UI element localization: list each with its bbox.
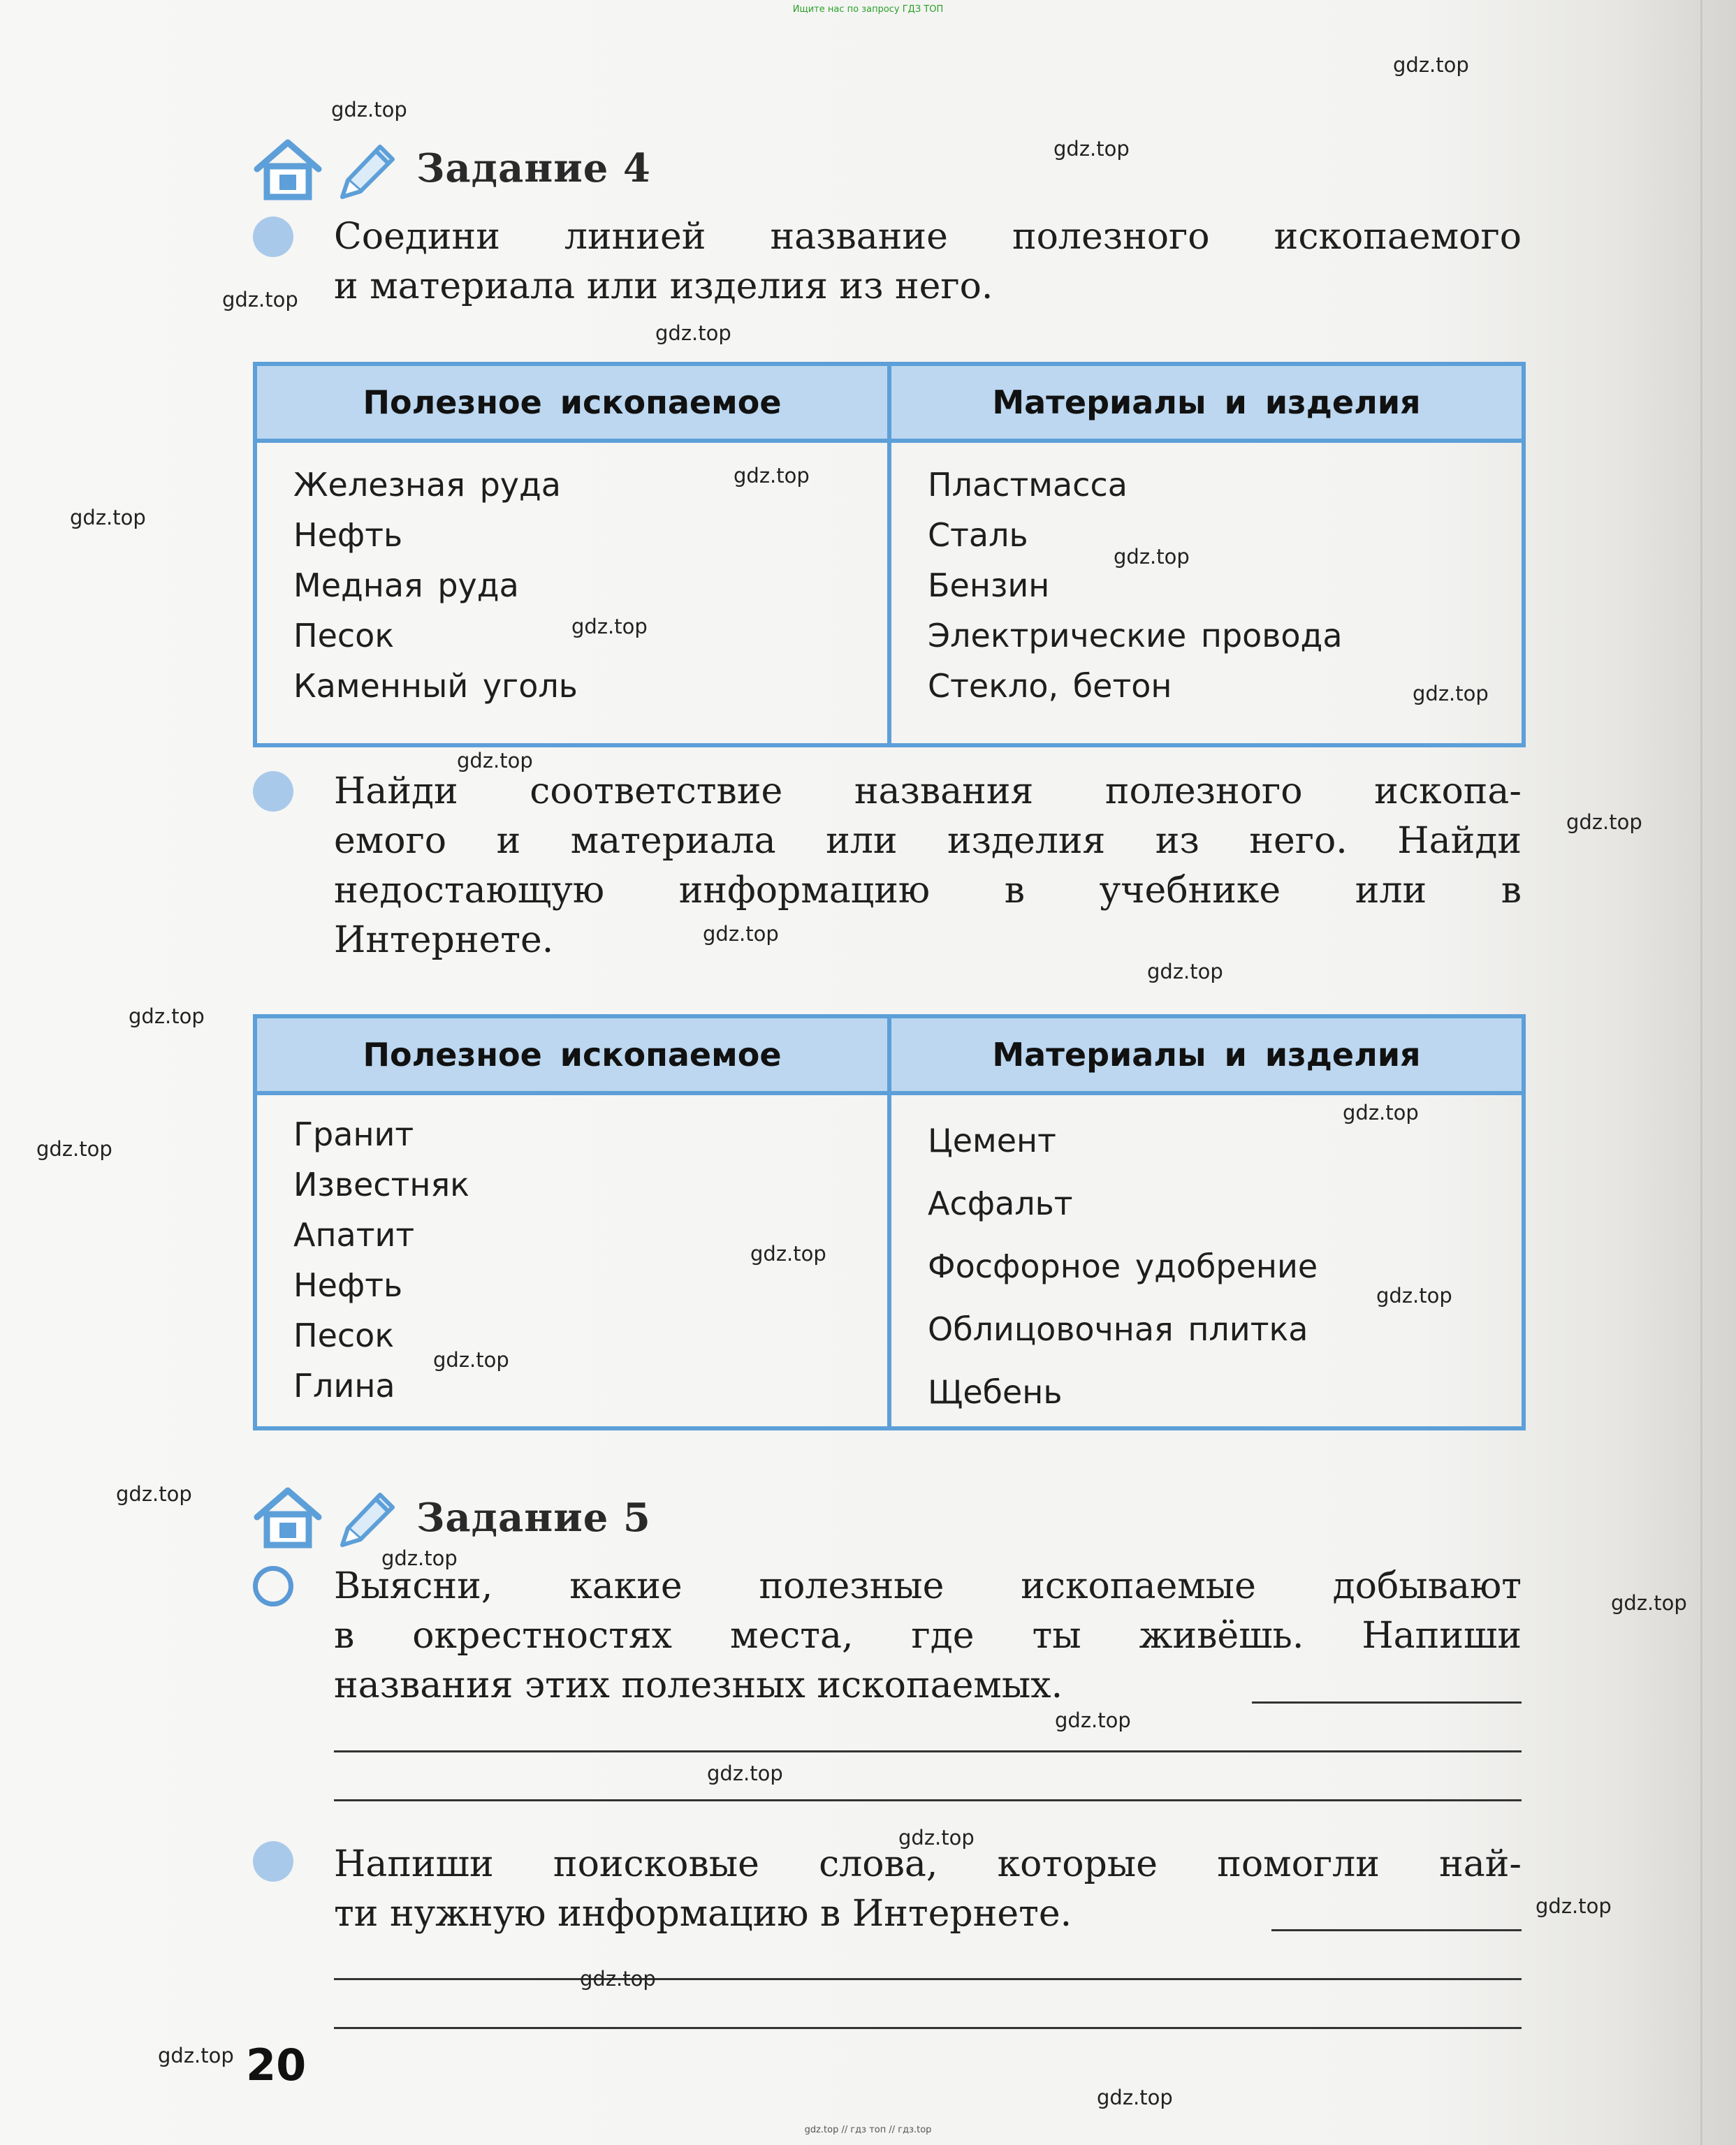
- watermark: gdz.top: [1053, 137, 1130, 161]
- list-item: Сталь: [928, 516, 1028, 554]
- list-item: Облицовочная плитка: [928, 1310, 1308, 1348]
- watermark: gdz.top: [1147, 960, 1223, 983]
- list-item: Песок: [293, 1317, 395, 1354]
- home-icon: [253, 1485, 323, 1549]
- watermark: gdz.top: [750, 1242, 826, 1266]
- watermark: gdz.top: [1055, 1708, 1131, 1732]
- instruction-line: недостающую информацию в учебнике или в: [334, 870, 1522, 912]
- task5-title: Задание 5: [416, 1495, 651, 1541]
- watermark: gdz.top: [1611, 1591, 1687, 1615]
- task4-instruction: [334, 212, 1522, 312]
- task5-instruction-2: [334, 1840, 1522, 1939]
- watermark: gdz.top: [580, 1967, 656, 1991]
- matching-table-1: [253, 362, 1526, 747]
- list-item: Щебень: [928, 1373, 1063, 1411]
- list-item: Нефть: [293, 516, 403, 554]
- list-item: Железная руда: [293, 466, 561, 504]
- top-banner[interactable]: Ищите нас по запросу ГДЗ ТОП: [792, 4, 944, 15]
- watermark: gdz.top: [898, 1826, 975, 1850]
- watermark: gdz.top: [433, 1348, 509, 1372]
- answer-line[interactable]: [334, 1799, 1522, 1801]
- list-item: Песок: [293, 617, 395, 654]
- watermark: gdz.top: [381, 1546, 458, 1570]
- task5-instruction: [334, 1562, 1522, 1711]
- list-item: Асфальт: [928, 1185, 1073, 1222]
- watermark: gdz.top: [70, 506, 146, 529]
- watermark: gdz.top: [1413, 682, 1489, 705]
- column-header-minerals: Полезное ископаемое: [255, 364, 889, 441]
- list-item: Апатит: [293, 1216, 415, 1254]
- list-item: Бензин: [928, 566, 1050, 604]
- instruction-line: ти нужную информацию в Интернете.: [334, 1893, 1072, 1935]
- home-icon: [253, 137, 323, 201]
- watermark: gdz.top: [331, 98, 407, 122]
- answer-line[interactable]: [1252, 1701, 1522, 1704]
- watermark: gdz.top: [129, 1004, 205, 1028]
- instruction-line: Выясни, какие полезные ископаемые добывают: [334, 1565, 1522, 1607]
- column-header-materials: Материалы и изделия: [889, 1016, 1524, 1093]
- watermark: gdz.top: [116, 1482, 192, 1506]
- column-header-minerals: Полезное ископаемое: [255, 1016, 889, 1093]
- instruction-bullet: [253, 1841, 293, 1882]
- watermark: gdz.top: [222, 288, 298, 312]
- page-number: 20: [246, 2040, 307, 2091]
- instruction-bullet: [253, 771, 293, 812]
- list-item: Нефть: [293, 1266, 403, 1304]
- watermark: gdz.top: [734, 464, 810, 488]
- answer-line[interactable]: [334, 2027, 1522, 2029]
- bottom-banner: gdz.top // гдз топ // гдз.top: [804, 2125, 932, 2135]
- instruction-line: Интернете.: [334, 919, 554, 961]
- list-item: Стекло, бетон: [928, 667, 1172, 705]
- watermark: gdz.top: [571, 615, 648, 638]
- answer-line[interactable]: [334, 1750, 1522, 1752]
- watermark: gdz.top: [457, 749, 533, 773]
- instruction-line: в окрестностях места, где ты живёшь. Напиши: [334, 1615, 1522, 1657]
- list-item: Цемент: [928, 1122, 1056, 1159]
- watermark: gdz.top: [1566, 810, 1642, 834]
- instruction-line: названия этих полезных ископаемых.: [334, 1664, 1063, 1706]
- watermark: gdz.top: [707, 1762, 783, 1785]
- instruction-line: Напиши поисковые слова, которые помогли най-: [334, 1843, 1522, 1885]
- watermark: gdz.top: [158, 2044, 234, 2067]
- pencil-icon: [334, 1479, 404, 1549]
- page-spine-edge: [1700, 0, 1702, 2145]
- pencil-icon: [334, 131, 404, 201]
- watermark: gdz.top: [1536, 1894, 1612, 1918]
- watermark: gdz.top: [36, 1137, 112, 1161]
- list-item: Пластмасса: [928, 466, 1128, 504]
- watermark: gdz.top: [1376, 1284, 1452, 1308]
- list-item: Каменный уголь: [293, 667, 578, 705]
- watermark: gdz.top: [1114, 545, 1190, 569]
- task4-instruction-2: [334, 767, 1522, 965]
- instruction-line: и материала или изделия из него.: [334, 265, 993, 307]
- list-item: Глина: [293, 1367, 395, 1405]
- materials-column: [889, 1093, 1524, 1428]
- list-item: Известняк: [293, 1166, 469, 1203]
- list-item: Электрические провода: [928, 617, 1343, 654]
- instruction-bullet: [253, 1566, 293, 1606]
- instruction-line: емого и материала или изделия из него. Найди: [334, 820, 1522, 862]
- list-item: Фосфорное удобрение: [928, 1247, 1318, 1285]
- watermark: gdz.top: [1343, 1101, 1419, 1125]
- answer-line[interactable]: [334, 1978, 1522, 1980]
- task4-title: Задание 4: [416, 145, 651, 191]
- watermark: gdz.top: [655, 321, 731, 345]
- instruction-bullet: [253, 217, 293, 257]
- instruction-line: Найди соответствие названия полезного ископа-: [334, 770, 1522, 812]
- watermark: gdz.top: [1097, 2086, 1173, 2109]
- list-item: Гранит: [293, 1115, 414, 1153]
- column-header-materials: Материалы и изделия: [889, 364, 1524, 441]
- watermark: gdz.top: [1393, 53, 1469, 77]
- list-item: Медная руда: [293, 566, 519, 604]
- watermark: gdz.top: [703, 922, 779, 946]
- answer-line[interactable]: [1271, 1929, 1522, 1931]
- instruction-line: Соедини линией название полезного ископаемого: [334, 216, 1522, 258]
